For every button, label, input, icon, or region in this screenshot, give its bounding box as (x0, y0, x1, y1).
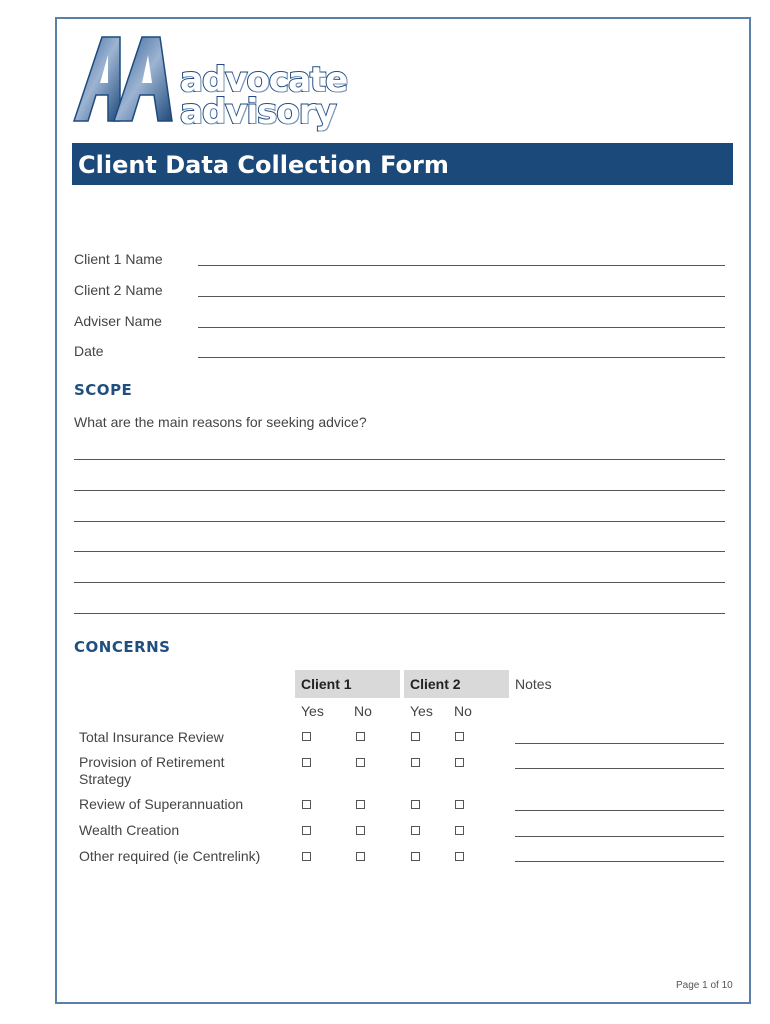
notes-line[interactable] (515, 810, 724, 811)
concern-label-wealth: Wealth Creation (79, 822, 180, 838)
client2-yes-header: Yes (410, 703, 433, 719)
client2-yes-checkbox[interactable] (411, 758, 420, 767)
adviser-name-label: Adviser Name (74, 313, 162, 329)
scope-answer-line[interactable] (74, 490, 725, 491)
scope-answer-line[interactable] (74, 582, 725, 583)
client2-yes-checkbox[interactable] (411, 800, 420, 809)
adviser-name-field[interactable] (198, 327, 725, 328)
scope-heading: SCOPE (74, 381, 133, 399)
scope-answer-line[interactable] (74, 551, 725, 552)
client1-no-checkbox[interactable] (356, 852, 365, 861)
client2-yes-checkbox[interactable] (411, 826, 420, 835)
concerns-heading: CONCERNS (74, 638, 171, 656)
client2-no-header: No (454, 703, 472, 719)
client1-yes-checkbox[interactable] (302, 758, 311, 767)
client1-yes-checkbox[interactable] (302, 800, 311, 809)
logo-word-advisory: advisory (180, 92, 336, 132)
client1-name-field[interactable] (198, 265, 725, 266)
client1-name-label: Client 1 Name (74, 251, 163, 267)
client2-yes-checkbox[interactable] (411, 852, 420, 861)
client2-column-header: Client 2 (404, 670, 509, 698)
scope-question: What are the main reasons for seeking advice? (74, 414, 367, 430)
scope-answer-line[interactable] (74, 521, 725, 522)
client2-no-checkbox[interactable] (455, 826, 464, 835)
notes-line[interactable] (515, 861, 724, 862)
concern-label-superannuation: Review of Superannuation (79, 796, 244, 812)
concern-label-insurance: Total Insurance Review (79, 729, 224, 745)
logo-mark-icon (72, 33, 180, 125)
client2-name-label: Client 2 Name (74, 282, 163, 298)
client1-no-checkbox[interactable] (356, 758, 365, 767)
client2-no-checkbox[interactable] (455, 852, 464, 861)
client1-column-header: Client 1 (295, 670, 400, 698)
client1-no-checkbox[interactable] (356, 826, 365, 835)
client2-name-field[interactable] (198, 296, 725, 297)
notes-line[interactable] (515, 743, 724, 744)
client1-yes-header: Yes (301, 703, 324, 719)
page-number: Page 1 of 10 (676, 980, 733, 991)
scope-answer-line[interactable] (74, 459, 725, 460)
client2-no-checkbox[interactable] (455, 758, 464, 767)
concern-label-other: Other required (ie Centrelink) (79, 848, 261, 864)
client1-yes-checkbox[interactable] (302, 732, 311, 741)
client2-no-checkbox[interactable] (455, 800, 464, 809)
notes-line[interactable] (515, 836, 724, 837)
notes-column-header: Notes (515, 676, 552, 692)
client2-yes-checkbox[interactable] (411, 732, 420, 741)
client1-yes-checkbox[interactable] (302, 826, 311, 835)
scope-answer-line[interactable] (74, 613, 725, 614)
client1-no-checkbox[interactable] (356, 732, 365, 741)
form-title: Client Data Collection Form (72, 143, 733, 185)
client2-no-checkbox[interactable] (455, 732, 464, 741)
date-label: Date (74, 343, 104, 359)
date-field[interactable] (198, 357, 725, 358)
client1-no-checkbox[interactable] (356, 800, 365, 809)
company-logo (72, 33, 352, 133)
concern-label-retirement: Provision of Retirement Strategy (79, 754, 225, 787)
client1-no-header: No (354, 703, 372, 719)
notes-line[interactable] (515, 768, 724, 769)
client1-yes-checkbox[interactable] (302, 852, 311, 861)
logo-word-advocate: advocate (180, 60, 348, 100)
